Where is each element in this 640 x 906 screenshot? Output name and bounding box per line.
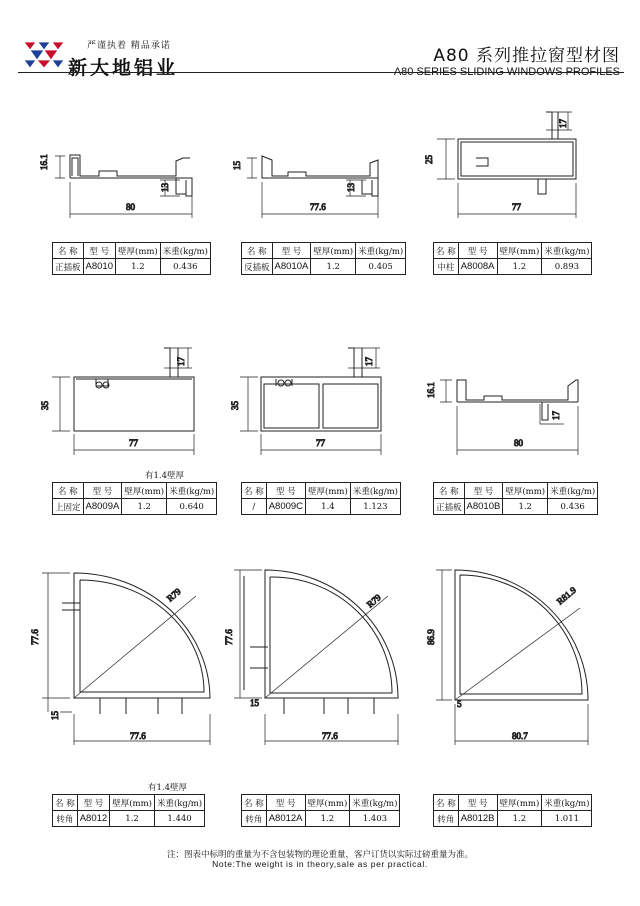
header-weight: 米重(kg/m) — [160, 243, 210, 259]
dim-a8008a-width: 77 — [512, 202, 521, 212]
header-model: 型 号 — [272, 243, 311, 259]
cell-name: 转角 — [434, 811, 459, 827]
dim-a8012b-height: 86.9 — [426, 629, 436, 645]
cell-thickness: 1.2 — [305, 811, 350, 827]
dim-a8009c-height: 35 — [230, 401, 240, 410]
cell-model: A8009A — [83, 499, 122, 515]
dim-a8012a-base: 15 — [250, 698, 259, 708]
dim-a8010-leg: 13 — [160, 183, 170, 192]
profile-drawing-a8012 — [42, 573, 210, 745]
dim-a8010b-leg: 17 — [551, 411, 561, 420]
header-thickness: 壁厚(mm) — [110, 795, 155, 811]
page-title-en: A80 SERIES SLIDING WINDOWS PROFILES — [393, 66, 620, 78]
dim-a8012b-base: 5 — [457, 699, 462, 709]
dim-a8010-width: 80 — [126, 202, 135, 212]
dim-a8008a-height: 25 — [424, 155, 434, 164]
cell-weight: 0.893 — [542, 259, 592, 275]
header-name: 名 称 — [242, 243, 273, 259]
profile-drawing-a8009a — [52, 348, 194, 455]
dim-a8012a-radius: R79 — [364, 592, 383, 610]
header-thickness: 壁厚(mm) — [503, 483, 548, 499]
header-weight: 米重(kg/m) — [154, 795, 204, 811]
cell-thickness: 1.2 — [122, 499, 167, 515]
cell-thickness: 1.2 — [116, 259, 161, 275]
header-model: 型 号 — [83, 243, 115, 259]
cell-name: 正插板 — [434, 499, 465, 515]
header-name: 名 称 — [53, 795, 78, 811]
header-weight: 米重(kg/m) — [167, 483, 217, 499]
header-thickness: 壁厚(mm) — [305, 795, 350, 811]
header-weight: 米重(kg/m) — [356, 243, 406, 259]
cell-model: A8010A — [272, 259, 311, 275]
cell-model: A8012A — [266, 811, 305, 827]
dim-a8008a-leg: 17 — [558, 119, 568, 128]
thickness-note: 有1.4壁厚 — [145, 471, 185, 481]
cell-weight: 0.640 — [167, 499, 217, 515]
header-weight: 米重(kg/m) — [350, 483, 400, 499]
footer-note-en: Note:The weight is in theory,sale as per practical. — [212, 859, 428, 869]
profile-drawing-a8008a — [437, 112, 576, 218]
header-thickness: 壁厚(mm) — [116, 243, 161, 259]
spec-table-a8012b — [433, 794, 592, 827]
company-name: 新大地铝业 — [68, 57, 179, 79]
header-model: 型 号 — [266, 483, 305, 499]
spec-table-a8009c — [241, 482, 401, 515]
spec-table-a8008a — [433, 242, 592, 275]
cell-name: 中柱 — [434, 259, 459, 275]
cell-name: 正插板 — [53, 259, 84, 275]
header-weight: 米重(kg/m) — [542, 795, 592, 811]
header-model: 型 号 — [458, 795, 497, 811]
header-model: 型 号 — [458, 243, 497, 259]
cell-model: A8008A — [458, 259, 497, 275]
dim-a8009a-height: 35 — [40, 401, 50, 410]
header-name: 名 称 — [434, 243, 459, 259]
dim-a8010a-width: 77.6 — [310, 202, 326, 212]
cell-weight: 1.403 — [350, 811, 400, 827]
dim-a8010b-width: 80 — [514, 438, 523, 448]
header-model: 型 号 — [266, 795, 305, 811]
header-name: 名 称 — [434, 795, 459, 811]
cell-thickness: 1.2 — [497, 259, 542, 275]
cell-weight: 1.123 — [350, 499, 400, 515]
page-title-cn: A80 系列推拉窗型材图 — [433, 46, 620, 66]
cell-thickness: 1.2 — [503, 499, 548, 515]
cell-thickness: 1.2 — [497, 811, 542, 827]
dim-a8010-height: 16.1 — [39, 154, 49, 170]
spec-table-a8009a — [52, 482, 217, 515]
header-name: 名 称 — [242, 795, 267, 811]
cell-name: 转角 — [53, 811, 78, 827]
cell-model: A8010 — [83, 259, 115, 275]
dim-a8012b-width: 80.7 — [512, 731, 528, 741]
cell-thickness: 1.2 — [110, 811, 155, 827]
dim-a8009a-width: 77 — [129, 438, 138, 448]
cell-thickness: 1.4 — [306, 499, 351, 515]
cell-name: 上固定 — [53, 499, 84, 515]
header-name: 名 称 — [242, 483, 267, 499]
cell-model: A8009C — [266, 499, 305, 515]
spec-table-a8010 — [52, 242, 211, 275]
header-model: 型 号 — [464, 483, 503, 499]
cell-model: A8010B — [464, 499, 503, 515]
header-weight: 米重(kg/m) — [542, 243, 592, 259]
dim-a8009c-width: 77 — [316, 438, 325, 448]
header-model: 型 号 — [77, 795, 109, 811]
header-name: 名 称 — [53, 243, 84, 259]
footer-note-cn: 注：图表中标明的重量为不含包装物的理论重量，客户订货以实际过磅重量为准。 — [166, 850, 473, 860]
spec-table-a8010a — [241, 242, 406, 275]
cell-weight: 1.440 — [154, 811, 204, 827]
dim-a8010a-leg: 13 — [346, 183, 356, 192]
cell-weight: 1.011 — [542, 811, 592, 827]
header-name: 名 称 — [53, 483, 84, 499]
dim-a8010b-height: 16.1 — [426, 382, 436, 398]
spec-table-a8010b — [433, 482, 598, 515]
cell-thickness: 1.2 — [311, 259, 356, 275]
header-weight: 米重(kg/m) — [548, 483, 598, 499]
thickness-note: 有1.4壁厚 — [148, 783, 188, 793]
header-model: 型 号 — [83, 483, 122, 499]
cell-name: 反插板 — [242, 259, 273, 275]
spec-table-a8012 — [52, 794, 205, 827]
header-name: 名 称 — [434, 483, 465, 499]
dim-a8010a-height: 15 — [232, 161, 242, 170]
profile-drawing-a8009c — [240, 348, 381, 455]
dim-a8012b-radius: R81.9 — [554, 584, 578, 607]
dim-a8009a-leg: 17 — [176, 357, 186, 366]
dim-a8012-radius: R79 — [164, 586, 183, 604]
header-thickness: 壁厚(mm) — [306, 483, 351, 499]
dim-a8012-base: 15 — [50, 711, 60, 720]
cell-model: A8012 — [77, 811, 109, 827]
profile-drawing-a8010 — [55, 155, 192, 218]
header-weight: 米重(kg/m) — [350, 795, 400, 811]
cell-name: / — [242, 499, 267, 515]
cell-model: A8012B — [458, 811, 497, 827]
cell-name: 转角 — [242, 811, 267, 827]
header-thickness: 壁厚(mm) — [497, 795, 542, 811]
spec-table-a8012a — [241, 794, 400, 827]
cell-weight: 0.436 — [160, 259, 210, 275]
dim-a8012-width: 77.6 — [130, 731, 146, 741]
company-tagline: 严谨执着 精品承诺 — [87, 41, 171, 51]
dim-a8009c-leg: 17 — [364, 357, 374, 366]
dim-a8012a-height: 77.6 — [224, 629, 234, 645]
cell-weight: 0.405 — [356, 259, 406, 275]
dim-a8012-height: 77.6 — [30, 629, 40, 645]
header-thickness: 壁厚(mm) — [122, 483, 167, 499]
dim-a8012a-width: 77.6 — [322, 731, 338, 741]
header-thickness: 壁厚(mm) — [497, 243, 542, 259]
header-thickness: 壁厚(mm) — [311, 243, 356, 259]
cell-weight: 0.436 — [548, 499, 598, 515]
